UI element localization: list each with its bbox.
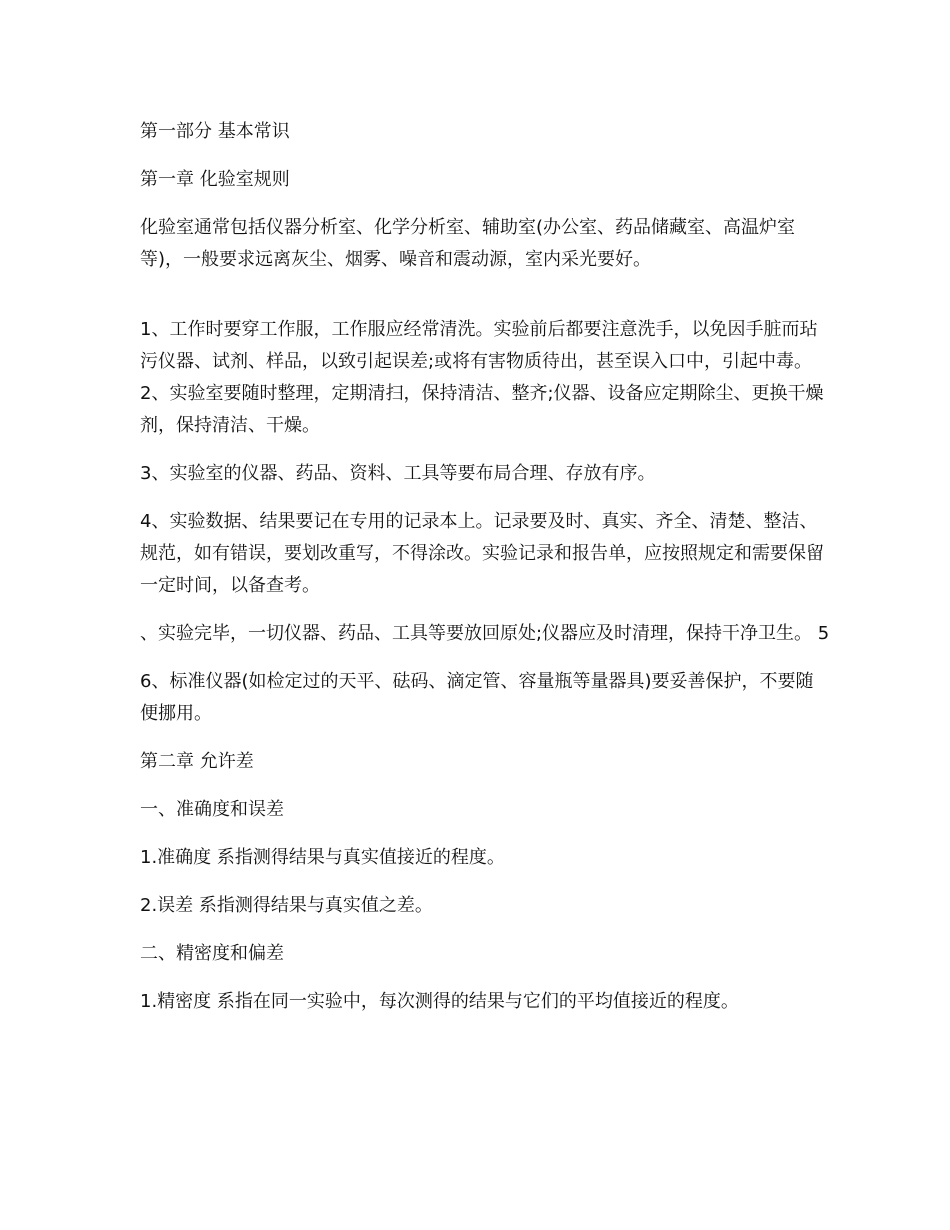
definition-paragraph: 1.准确度 系指测得结果与真实值接近的程度。 [140, 847, 505, 868]
part-heading: 第一部分 基本常识 [140, 121, 290, 142]
definition-paragraph: 1.精密度 系指在同一实验中，每次测得的结果与它们的平均值接近的程度。 [140, 991, 739, 1012]
section-heading: 一、准确度和误差 [140, 799, 284, 820]
definition-paragraph: 2.误差 系指测得结果与真实值之差。 [140, 895, 433, 916]
chapter-heading: 第一章 化验室规则 [140, 169, 290, 190]
rule-paragraph-3: 3、实验室的仪器、药品、资料、工具等要布局合理、存放有序。 [140, 463, 656, 484]
section-heading: 二、精密度和偏差 [140, 943, 284, 964]
rule-paragraph-1-2: 1、工作时要穿工作服，工作服应经常清洗。实验前后都要注意洗手，以免因手脏而玷污仪器、试剂、样品，以致引起误差;或将有害物质待出，甚至误入口中，引起中毒。 2、实验室要随时整理，定期清扫，保持清洁、整齐;仪器、设备应定期除尘、更换干燥剂，保持清洁、干燥。 [140, 319, 824, 436]
chapter-heading: 第二章 允许差 [140, 751, 254, 772]
rule-paragraph-4: 4、实验数据、结果要记在专用的记录本上。记录要及时、真实、齐全、清楚、整洁、规范，如有错误，要划改重写，不得涂改。实验记录和报告单，应按照规定和需要保留一定时间，以备查考。 [140, 511, 824, 596]
intro-paragraph: 化验室通常包括仪器分析室、化学分析室、辅助室(办公室、药品储藏室、高温炉室等)，一般要求远离灰尘、烟雾、噪音和震动源，室内采光要好。 [140, 217, 796, 270]
rule-paragraph-6: 6、标准仪器(如检定过的天平、砝码、滴定管、容量瓶等量器具)要妥善保护，不要随便挪用。 [140, 671, 814, 724]
rule-paragraph-5: 、实验完毕，一切仪器、药品、工具等要放回原处;仪器应及时清理，保持干净卫生。 5 [140, 623, 830, 644]
document-page [140, 116, 830, 1034]
